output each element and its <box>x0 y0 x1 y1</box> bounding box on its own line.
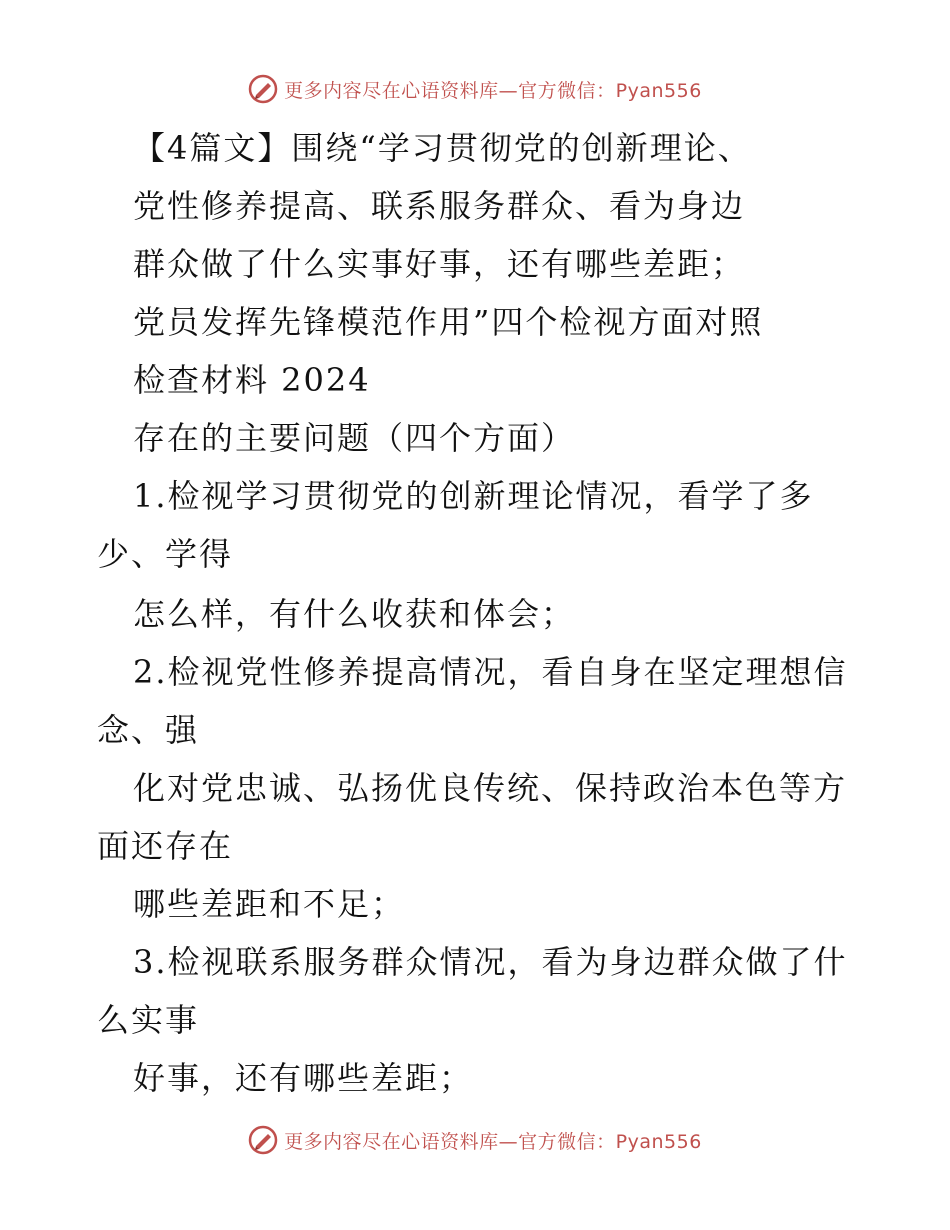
title-line-2: 党性修养提高、联系服务群众、看为身边 <box>133 187 746 225</box>
paragraph-line: 念、强 <box>97 711 200 749</box>
title-line-3: 群众做了什么实事好事，还有哪些差距； <box>133 245 746 283</box>
header-watermark-banner <box>0 72 950 106</box>
paragraph-line: 面还存在 <box>97 827 234 865</box>
title-line-4: 党员发挥先锋模范作用”四个检视方面对照 <box>133 303 764 341</box>
paragraph-line: 化对党忠诚、弘扬优良传统、保持政治本色等方 <box>133 769 848 807</box>
paragraph-line: 好事，还有哪些差距； <box>133 1059 474 1097</box>
paragraph-line: 少、学得 <box>97 535 234 573</box>
paragraph-line: 2.检视党性修养提高情况，看自身在坚定理想信 <box>133 653 848 691</box>
pen-logo-icon <box>248 1125 278 1155</box>
title-line-1: 【4篇文】围绕“学习贯彻党的创新理论、 <box>133 129 752 167</box>
paragraph-line: 么实事 <box>97 1001 200 1039</box>
footer-watermark-banner <box>0 1123 950 1157</box>
header-banner-text: 更多内容尽在心语资料库—官方微信：Pyan556 <box>284 79 702 102</box>
title-line-5: 检查材料 2024 <box>133 361 371 399</box>
section-heading: 存在的主要问题（四个方面） <box>133 419 576 457</box>
paragraph-line: 1.检视学习贯彻党的创新理论情况，看学了多 <box>133 477 814 515</box>
footer-banner-text: 更多内容尽在心语资料库—官方微信：Pyan556 <box>284 1130 702 1153</box>
paragraph-line: 3.检视联系服务群众情况，看为身边群众做了什 <box>133 943 848 981</box>
pen-logo-icon <box>248 74 278 104</box>
paragraph-line: 哪些差距和不足； <box>133 885 406 923</box>
paragraph-line: 怎么样，有什么收获和体会； <box>133 595 576 633</box>
